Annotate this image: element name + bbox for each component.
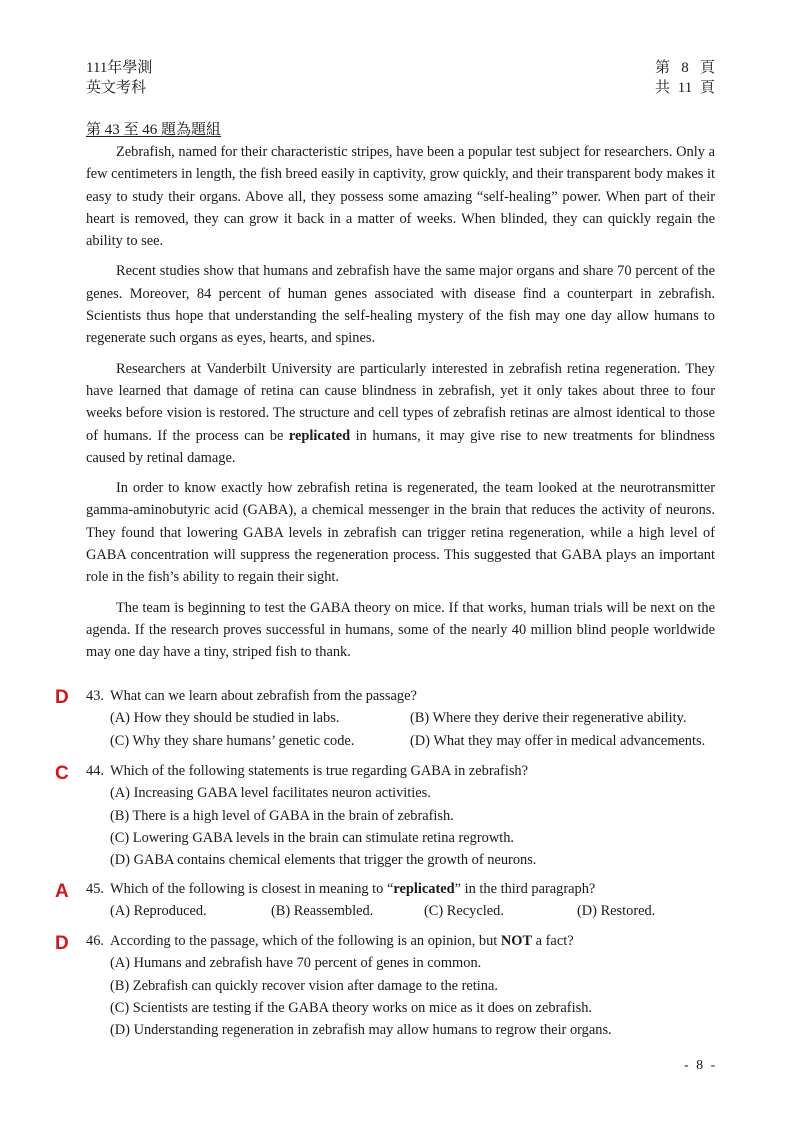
total-label-suffix: 頁 xyxy=(699,80,715,96)
option-a[interactable]: (A) Increasing GABA level facilitates neuron activities. xyxy=(110,785,431,802)
total-label-prefix: 共 xyxy=(655,80,671,96)
question-45 xyxy=(86,878,726,923)
answer-mark-46: D xyxy=(55,933,69,954)
question-number: 46. xyxy=(86,933,104,949)
question-number: 44. xyxy=(86,763,104,779)
passage-paragraph-2: Recent studies show that humans and zebrafish have the same major organs and share 70 percent of the genes. Moreover, 84 percent of human genes associated with disease find a counterpart in zebrafish. Scientists thus hope that understanding the self-healing mystery of the fish may one day allow humans to regenerate such organs as eyes, hearts, and spines. xyxy=(86,263,715,347)
options xyxy=(110,900,726,922)
option-b[interactable]: (B) There is a high level of GABA in the brain of zebrafish. xyxy=(110,807,454,824)
page-label-suffix: 頁 xyxy=(699,60,715,76)
question-text-before: According to the passage, which of the following is an opinion, but xyxy=(110,933,501,949)
header-left xyxy=(86,58,152,98)
question-group-title: 第 43 至 46 題為題組 xyxy=(86,122,222,138)
question-46 xyxy=(86,930,726,1041)
question-44 xyxy=(86,760,726,871)
options xyxy=(110,782,726,871)
passage-paragraph-4: In order to know exactly how zebrafish retina is regenerated, the team looked at the neurotransmitter gamma-aminobutyric acid (GABA), a chemical messenger in the brain that reduces the activity of neurons. They found that lowering GABA levels in zebrafish can trigger retina regeneration, while a high level of GABA concentration will suppress the regeneration process. This suggested that GABA plays an important role in the fish’s ability to regain their sight. xyxy=(86,480,715,586)
option-a[interactable]: (A) Reproduced. xyxy=(110,903,207,920)
question-text: What can we learn about zebrafish from the passage? xyxy=(110,688,417,704)
reading-passage xyxy=(86,141,715,672)
options xyxy=(110,952,726,1041)
option-d[interactable]: (D) Restored. xyxy=(577,903,656,920)
page-current: 8 xyxy=(681,60,689,76)
p3-text-before: Researchers at Vanderbilt University are particularly interested in zebrafish retina regeneration. They have learned that damage of retina can cause blindness in zebrafish, yet it only takes about three to four weeks before vision is restored. The structure and cell types of zebrafish retinas are almost identical to those of humans. If the process can be xyxy=(86,360,715,444)
answer-mark-45: A xyxy=(55,881,69,902)
option-a[interactable]: (A) Humans and zebrafish have 70 percent of genes in common. xyxy=(110,955,482,972)
header-right xyxy=(655,58,715,98)
p3-bold-word: replicated xyxy=(288,427,351,444)
option-c[interactable]: (C) Recycled. xyxy=(424,903,504,920)
exam-title: 111年學測 xyxy=(86,60,153,76)
question-text-before: Which of the following is closest in meaning to “ xyxy=(110,881,394,897)
option-b[interactable]: (B) Reassembled. xyxy=(271,903,374,920)
question-stem xyxy=(86,685,726,707)
option-a[interactable]: (A) How they should be studied in labs. xyxy=(110,710,340,727)
question-number: 45. xyxy=(86,881,104,897)
page-indicator xyxy=(655,58,715,78)
passage-paragraph-1: Zebrafish, named for their characteristic stripes, have been a popular test subject for researchers. Only a few centimeters in length, the fish breed easily in captivity, grow quickly, and their transparent body makes it easy to study their organs. Above all, they possess some amazing “self-healing” power. When part of their heart is removed, they can grow it back in a matter of weeks. When blinded, they can quickly regain the ability to see. xyxy=(86,144,715,250)
option-d[interactable]: (D) GABA contains chemical elements that trigger the growth of neurons. xyxy=(110,852,537,869)
option-b[interactable]: (B) Where they derive their regenerative ability. xyxy=(410,710,687,727)
option-c[interactable]: (C) Lowering GABA levels in the brain can stimulate retina regrowth. xyxy=(110,829,515,846)
question-text: Which of the following statements is true regarding GABA in zebrafish? xyxy=(110,763,529,779)
page-number-footer: - 8 - xyxy=(684,1058,718,1073)
options xyxy=(110,707,726,752)
question-43 xyxy=(86,685,726,752)
answer-mark-43: D xyxy=(55,687,69,708)
question-stem xyxy=(86,878,726,900)
question-text-after: a fact? xyxy=(532,933,574,949)
question-bold-word: NOT xyxy=(500,933,533,949)
question-stem xyxy=(86,760,726,782)
option-c[interactable]: (C) Why they share humans’ genetic code. xyxy=(110,732,355,749)
passage-paragraph-3 xyxy=(86,358,715,469)
p3-text-after: in humans, it may give rise to new treatments for blindness caused by retinal damage. xyxy=(86,427,715,466)
option-d[interactable]: (D) What they may offer in medical advancements. xyxy=(410,732,706,749)
total-pages: 11 xyxy=(677,80,693,96)
option-d[interactable]: (D) Understanding regeneration in zebrafish may allow humans to regrow their organs. xyxy=(110,1022,612,1039)
total-pages-indicator xyxy=(655,78,715,98)
option-b[interactable]: (B) Zebrafish can quickly recover vision after damage to the retina. xyxy=(110,977,498,994)
subject-title: 英文考科 xyxy=(86,80,147,96)
question-number: 43. xyxy=(86,688,104,704)
passage-paragraph-5: The team is beginning to test the GABA theory on mice. If that works, human trials will be next on the agenda. If the research proves successful in humans, some of the nearly 40 million blind people worldwide may one day have a tiny, striped fish to thank. xyxy=(86,599,715,661)
answer-mark-44: C xyxy=(55,763,69,784)
question-stem xyxy=(86,930,726,952)
option-c[interactable]: (C) Scientists are testing if the GABA theory works on mice as it does on zebrafish. xyxy=(110,999,592,1016)
question-text-after: ” in the third paragraph? xyxy=(454,881,596,897)
question-bold-word: replicated xyxy=(393,881,455,897)
page-label-prefix: 第 xyxy=(655,60,671,76)
